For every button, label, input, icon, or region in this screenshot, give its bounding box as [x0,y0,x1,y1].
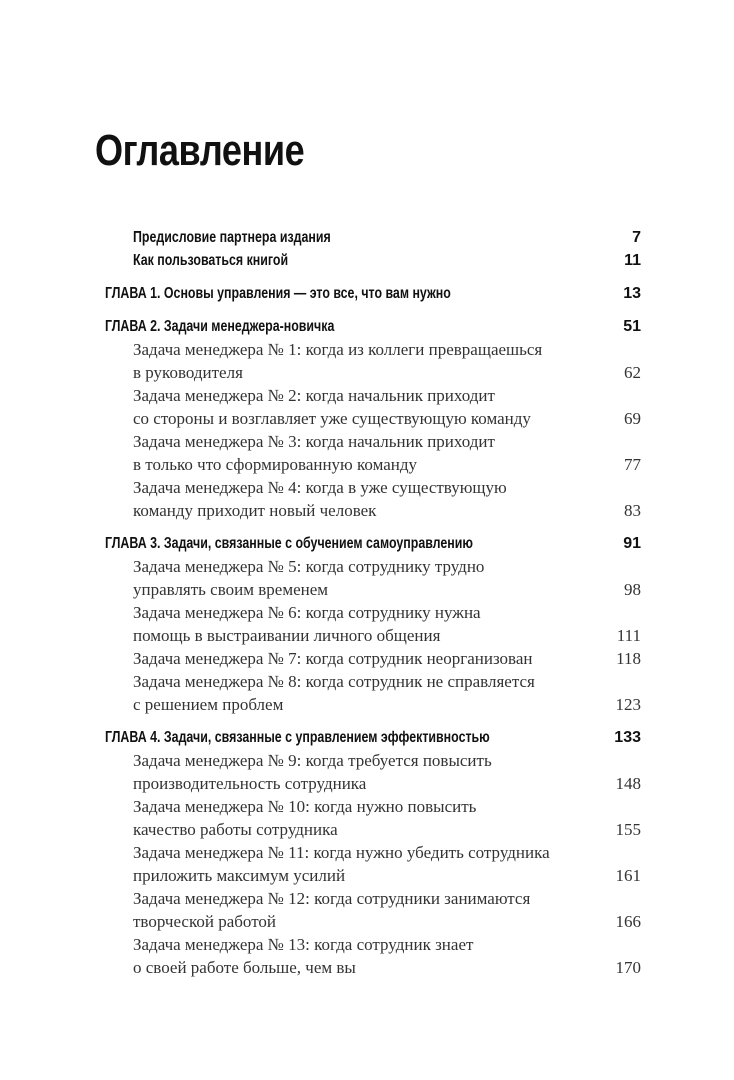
toc-entry-title: управлять своим временем [133,580,329,599]
toc-subentry[interactable] [105,670,641,716]
toc-entry-line [105,772,641,795]
toc-entry-title: Задача менеджера № 8: когда сотрудник не справляется [133,672,535,691]
toc-subentry[interactable] [105,647,641,670]
toc-entry-title: Задача менеджера № 12: когда сотрудники занимаются [133,889,531,908]
toc-entry-title: Задача менеджера № 4: когда в уже существующую [133,478,507,497]
toc-page-number: 83 [624,501,641,520]
toc-subentry[interactable] [105,555,641,601]
toc-entry-line [105,282,641,305]
toc-entry-line [105,476,641,499]
toc-subentry[interactable] [105,841,641,887]
toc-entry-line [105,910,641,933]
toc-page-number: 155 [615,820,641,839]
toc-entry-title: творческой работой [133,912,276,931]
toc-entry-line [105,887,641,910]
toc-entry-line [105,749,641,772]
toc-subentry[interactable] [105,887,641,933]
toc-entry-line [105,601,641,624]
toc-page-number: 7 [632,229,641,246]
toc-subentry[interactable] [105,795,641,841]
toc-entry-title: Задача менеджера № 9: когда требуется повысить [133,751,492,770]
toc-entry-title: ГЛАВА 4. Задачи, связанные с управлением эффективностью [105,729,490,746]
toc-page-number: 91 [623,535,641,552]
toc-entry-title: Задача менеджера № 11: когда нужно убедить сотрудника [133,843,550,862]
toc-entry-line [105,818,641,841]
toc-page-number: 123 [615,695,641,714]
toc-entry-title: Задача менеджера № 1: когда из коллеги превращаешься [133,340,543,359]
toc-entry-line [105,933,641,956]
toc-entry-title: Как пользоваться книгой [133,252,289,269]
toc-entry-line [105,407,641,430]
toc-page-number: 98 [624,580,641,599]
toc-page-number: 133 [614,729,641,746]
toc-entry-line [105,532,641,555]
toc-subentry[interactable] [105,601,641,647]
toc-entry-title: в руководителя [133,363,243,382]
toc-entry-title: Задача менеджера № 5: когда сотруднику трудно [133,557,485,576]
toc-entry-line [105,726,641,749]
toc-page-number: 77 [624,455,641,474]
toc-entry-title: Предисловие партнера издания [133,229,331,246]
toc-subentry[interactable] [105,384,641,430]
toc-entry-title: Задача менеджера № 13: когда сотрудник знает [133,935,474,954]
toc-entry-title: ГЛАВА 3. Задачи, связанные с обучением самоуправлению [105,535,473,552]
toc-entry-line [105,555,641,578]
toc-page-number: 51 [623,318,641,335]
toc-entry-line [105,795,641,818]
toc-page-number: 161 [615,866,641,885]
toc-subentry[interactable] [105,476,641,522]
toc-page-number: 62 [624,363,641,382]
toc-entry-title: Задача менеджера № 10: когда нужно повысить [133,797,477,816]
toc-entry-title: Задача менеджера № 7: когда сотрудник неорганизован [133,649,533,668]
toc-entry-title: со стороны и возглавляет уже существующую команду [133,409,531,428]
toc-entry-line [105,249,641,272]
toc-entry-line [105,670,641,693]
toc-chapter-entry[interactable] [105,315,641,338]
toc-page-number: 118 [616,649,641,668]
toc-subentry[interactable] [105,749,641,795]
toc-entry-title: Задача менеджера № 3: когда начальник приходит [133,432,495,451]
toc-entry-line [105,864,641,887]
toc-entry-title: с решением проблем [133,695,284,714]
toc-entry-line [105,841,641,864]
toc-entry-line [105,338,641,361]
toc-front-entry[interactable] [105,249,641,272]
toc-entry-line [105,430,641,453]
table-of-contents [105,226,641,979]
page-title: Оглавление [95,126,305,175]
toc-chapter-entry[interactable] [105,532,641,555]
toc-entry-title: о своей работе больше, чем вы [133,958,356,977]
toc-page-number: 148 [615,774,641,793]
toc-entry-title: в только что сформированную команду [133,455,418,474]
toc-entry-line [105,226,641,249]
toc-entry-title: ГЛАВА 2. Задачи менеджера-новичка [105,318,335,335]
toc-entry-title: команду приходит новый человек [133,501,377,520]
toc-entry-line [105,693,641,716]
toc-chapter-entry[interactable] [105,282,641,305]
toc-entry-line [105,315,641,338]
toc-subentry[interactable] [105,338,641,384]
toc-entry-title: производительность сотрудника [133,774,367,793]
toc-page-number: 13 [623,285,641,302]
toc-page-number: 166 [615,912,641,931]
toc-entry-title: помощь в выстраивании личного общения [133,626,441,645]
toc-page-number: 111 [616,626,641,645]
toc-subentry[interactable] [105,933,641,979]
toc-page-number: 69 [624,409,641,428]
toc-entry-line [105,956,641,979]
toc-entry-title: ГЛАВА 1. Основы управления — это все, что вам нужно [105,285,451,302]
toc-entry-line [105,499,641,522]
toc-entry-line [105,647,641,670]
toc-subentry[interactable] [105,430,641,476]
toc-entry-title: Задача менеджера № 6: когда сотруднику нужна [133,603,481,622]
toc-entry-line [105,624,641,647]
toc-entry-title: Задача менеджера № 2: когда начальник приходит [133,386,495,405]
toc-entry-line [105,361,641,384]
toc-entry-title: качество работы сотрудника [133,820,338,839]
toc-chapter-entry[interactable] [105,726,641,749]
toc-page-number: 170 [615,958,641,977]
toc-entry-line [105,453,641,476]
toc-front-entry[interactable] [105,226,641,249]
toc-page-number: 11 [624,252,641,269]
toc-entry-line [105,384,641,407]
toc-entry-title: приложить максимум усилий [133,866,346,885]
toc-entry-line [105,578,641,601]
